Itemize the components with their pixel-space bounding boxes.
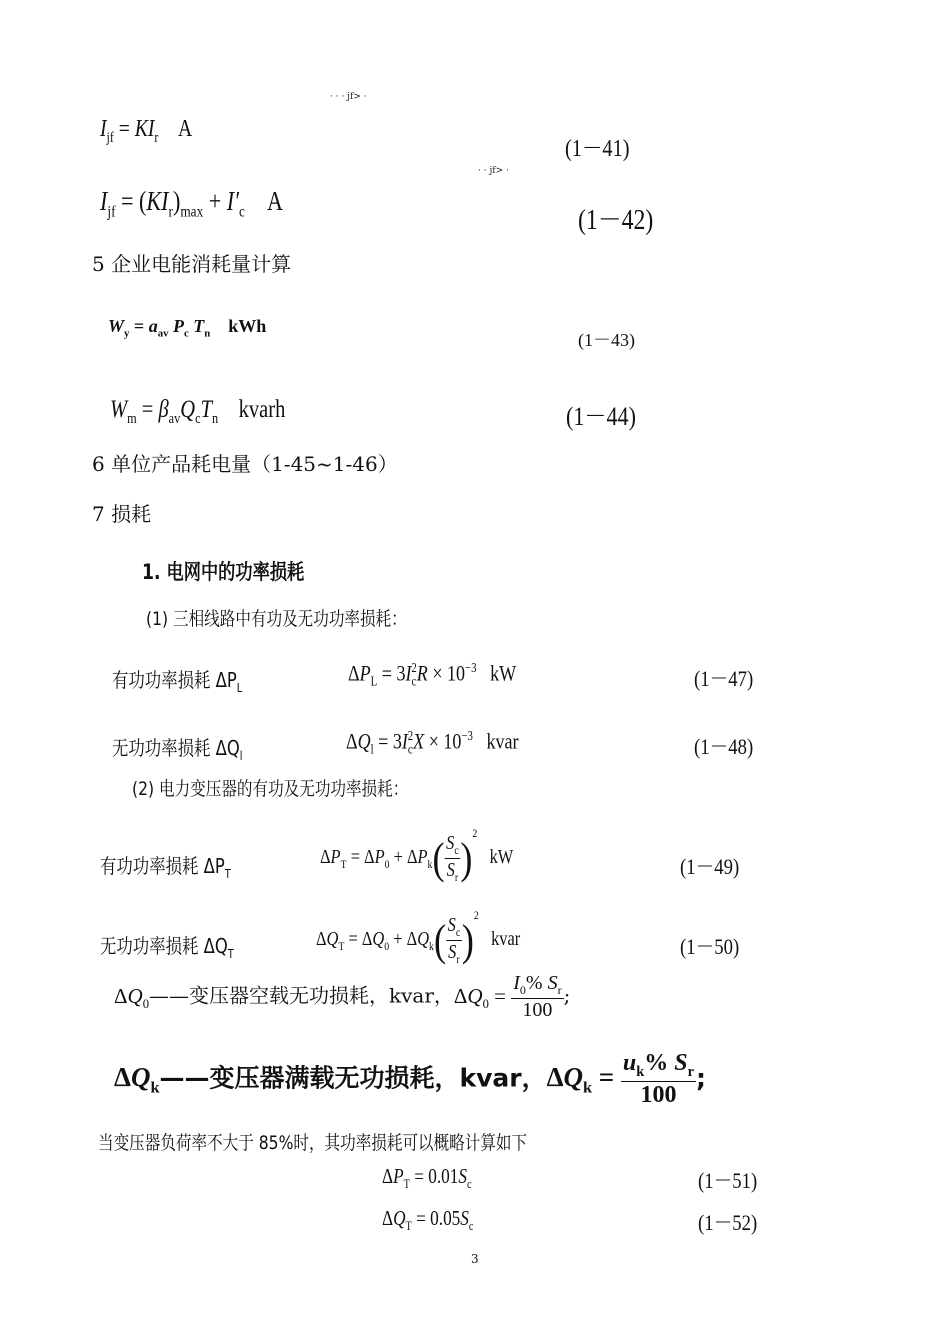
- equation-number: (1－44): [566, 402, 636, 431]
- equation-number: (1－47): [694, 666, 754, 691]
- equation-1-44: $W_m = \beta_{av}Q_cT_n$ kvarh: [110, 396, 286, 427]
- equation-1-42: $I_{jf} = (KI_r)_{max} + I'_c$ A: [100, 186, 284, 221]
- definition-qk: $\Delta Q_k——$变压器满载无功损耗，kvar，$\Delta Q_k$ = $\frac{u_k\% S_r}{100}$ ;: [114, 1050, 707, 1108]
- equation-1-43: $W_y = a_{av}$ $P_c$ $T_n$ kWh: [108, 316, 267, 340]
- equation-1-52: $\Delta Q_T = 0.05S_c$: [382, 1206, 474, 1234]
- scan-artifact: · · · jf> ·: [330, 92, 367, 102]
- equation-number: (1－52): [698, 1210, 758, 1235]
- row-label: 有功功率损耗 $\Delta P_T$: [100, 854, 231, 881]
- equation-1-41: $I_{jf} = KI_r$ A: [100, 116, 193, 146]
- equation-number: (1－43): [578, 330, 635, 350]
- equation-1-47: $\Delta P_L = 3I_c^2R \times 10^{-3}$ kW: [348, 660, 517, 689]
- equation-number: (1－41): [565, 136, 630, 162]
- page-number: 3: [471, 1252, 479, 1266]
- equation-number: (1－51): [698, 1168, 758, 1193]
- equation-number: (1－50): [680, 934, 740, 959]
- equation-1-51: $\Delta P_T = 0.01S_c$: [382, 1164, 472, 1192]
- subsection-heading: 1. 电网中的功率损耗: [142, 560, 305, 584]
- equation-unit: kWh: [228, 316, 267, 336]
- row-label: 无功功率损耗 $\Delta Q_l$: [112, 736, 243, 763]
- row-label: 无功功率损耗 $\Delta Q_T$: [100, 934, 234, 961]
- subsection-heading: (2) 电力变压器的有功及无功功率损耗：: [132, 778, 409, 800]
- definition-q0: $\Delta Q_0——$变压器空载无功损耗，kvar，$\Delta Q_0$ = $\frac{I_0\% S_r}{100}$ ;: [114, 972, 571, 1021]
- equation-unit: kvarh: [238, 396, 286, 423]
- subsection-heading: (1) 三相线路中有功及无功功率损耗：: [146, 608, 407, 630]
- equation-1-49: $\Delta P_T = \Delta P_0 + \Delta P_k$( $\frac{S_c}{S_r}$ )$^2$ kW: [320, 826, 514, 884]
- equation-unit: kvar: [486, 728, 519, 754]
- section-heading: 7 损耗: [92, 502, 152, 526]
- equation-number: (1－48): [694, 734, 754, 759]
- equation-unit: kvar: [491, 928, 521, 950]
- equation-number: (1－49): [680, 854, 740, 879]
- scan-artifact: · · jf> ·: [478, 166, 509, 176]
- equation-number: (1－42): [578, 205, 654, 236]
- equation-unit: kW: [490, 660, 517, 686]
- approximation-note: 当变压器负荷率不大于 85%时，其功率损耗可以概略计算如下: [98, 1132, 528, 1154]
- section-heading: 6 单位产品耗电量（1-45~1-46）: [92, 452, 398, 476]
- equation-1-50: $\Delta Q_T = \Delta Q_0 + \Delta Q_k$( $\frac{S_c}{S_r}$ )$^2$ kvar: [316, 908, 521, 966]
- equation-1-48: $\Delta Q_l = 3I_c^2X \times 10^{-3}$ kvar: [346, 728, 519, 757]
- row-label: 有功功率损耗 $\Delta P_L$: [112, 668, 243, 695]
- section-heading: 5 企业电能消耗量计算: [92, 252, 292, 276]
- equation-unit: kW: [489, 846, 514, 868]
